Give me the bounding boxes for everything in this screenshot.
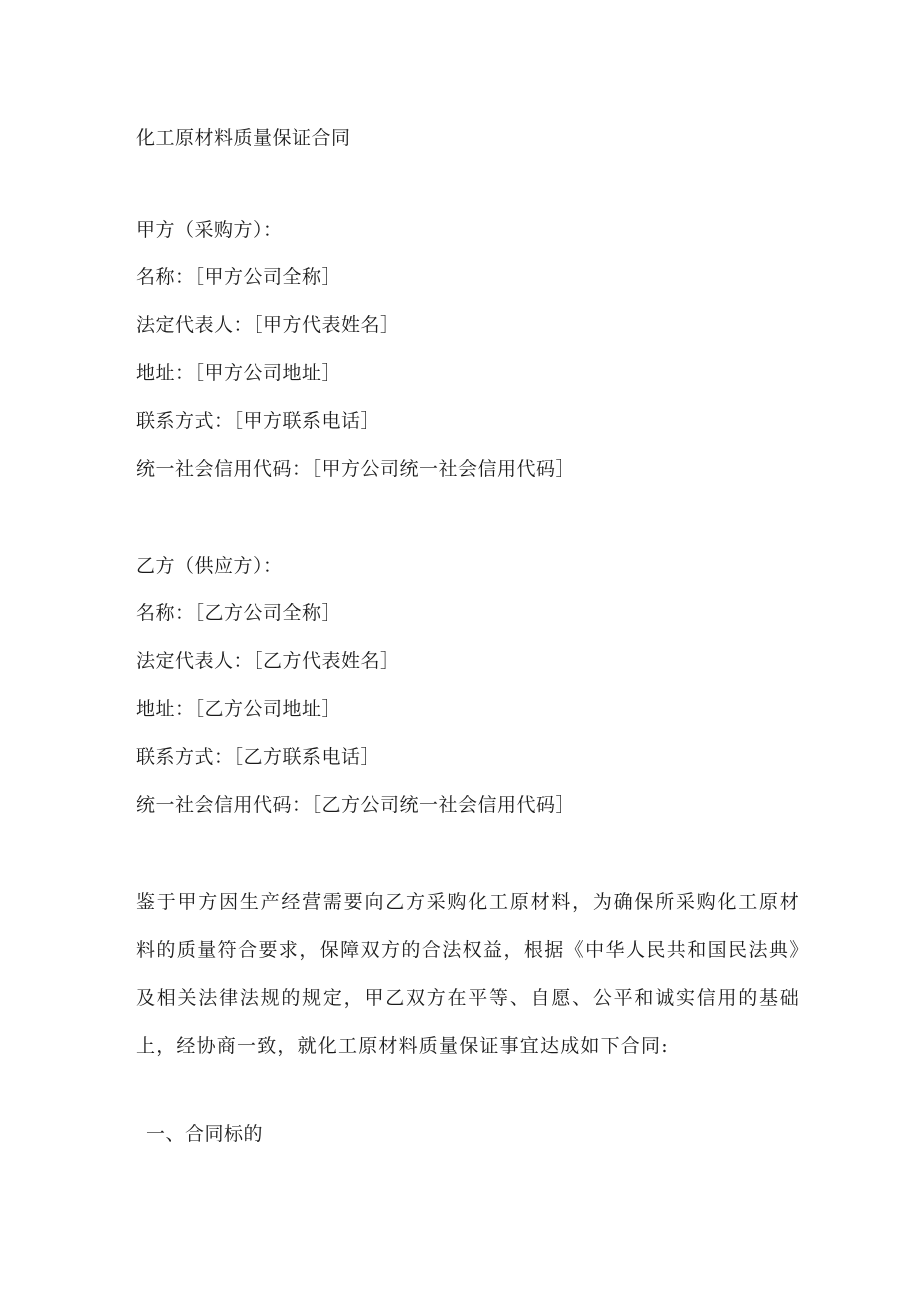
document-title: 化工原材料质量保证合同: [136, 127, 351, 149]
party-a-heading: 甲方（采购方）：: [136, 219, 283, 241]
party-a-credit-code: 统一社会信用代码：［甲方公司统一社会信用代码］: [136, 458, 576, 480]
party-b-name: 名称：［乙方公司全称］: [136, 602, 342, 624]
party-a-legal-rep: 法定代表人：［甲方代表姓名］: [136, 314, 400, 336]
party-b-credit-code: 统一社会信用代码：［乙方公司统一社会信用代码］: [136, 794, 576, 816]
party-b-legal-rep: 法定代表人：［乙方代表姓名］: [136, 650, 400, 672]
party-b-contact: 联系方式：［乙方联系电话］: [136, 746, 381, 768]
preamble-paragraph: 鉴于甲方因生产经营需要向乙方采购化工原材料，为确保所采购化工原材料的质量符合要求，保障双方的合法权益，根据《中华人民共和国民法典》及相关法律法规的规定，甲乙双方在平等、自愿、公平和诚实信用的基础上，经协商一致，就化工原材料质量保证事宜达成如下合同:: [136, 891, 800, 1057]
party-a-contact: 联系方式：［甲方联系电话］: [136, 410, 381, 432]
party-a-name: 名称：［甲方公司全称］: [136, 266, 342, 288]
party-b-address: 地址：［乙方公司地址］: [136, 698, 342, 720]
party-b-heading: 乙方（供应方）：: [136, 555, 283, 577]
party-a-address: 地址：［甲方公司地址］: [136, 362, 342, 384]
section-1-heading: 一、合同标的: [146, 1123, 264, 1145]
